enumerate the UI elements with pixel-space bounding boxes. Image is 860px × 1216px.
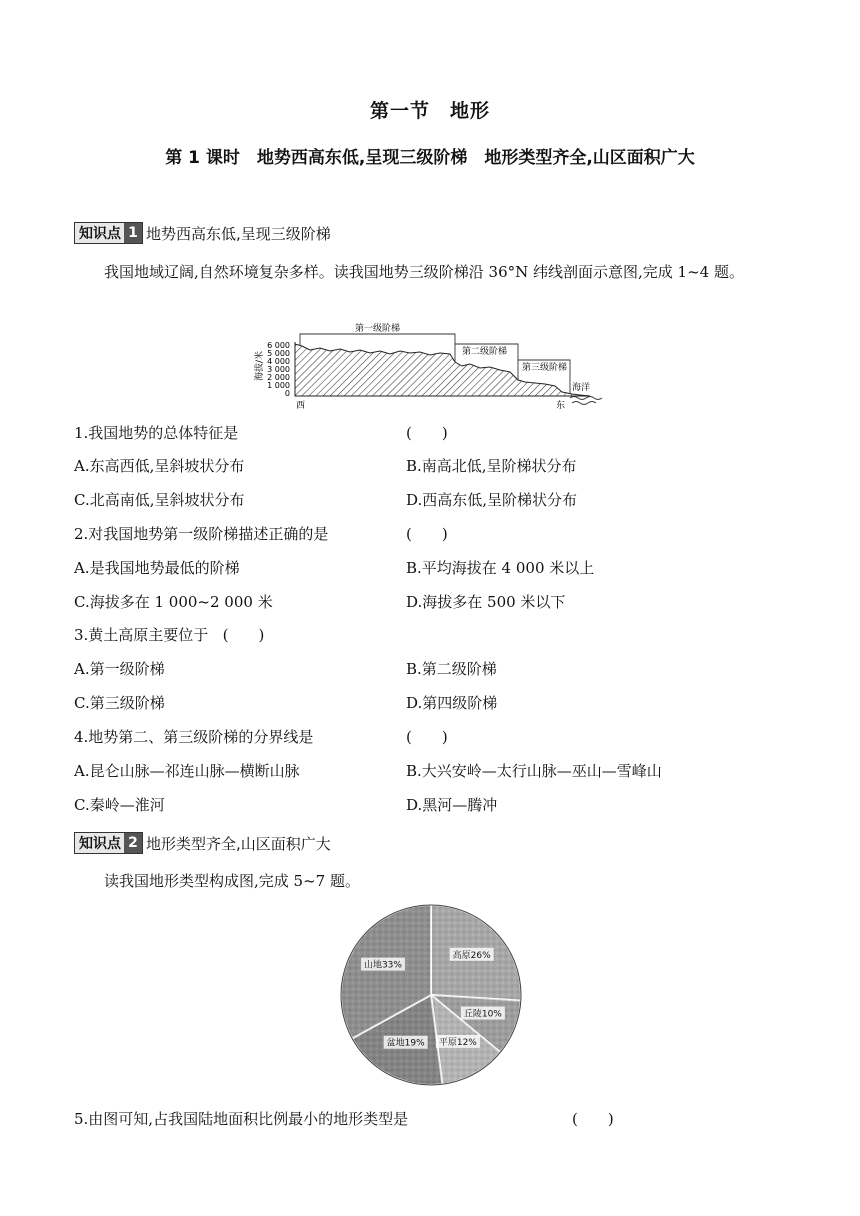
option-4b: B.大兴安岭—太行山脉—巫山—雪峰山 (406, 762, 662, 780)
ytick: 3 000 (267, 365, 290, 374)
knowledge-point-badge (74, 222, 143, 244)
option-3d: D.第四级阶梯 (406, 694, 498, 712)
option-4a: A.昆仑山脉—祁连山脉—横断山脉 (74, 762, 300, 780)
badge-label: 知识点 (79, 836, 121, 852)
east-label: 东 (556, 401, 566, 411)
answer-blank-4[interactable]: ( ) (406, 728, 448, 746)
ytick: 2 000 (267, 373, 290, 382)
ytick: 1 000 (267, 381, 290, 390)
step-label-2: 第二级阶梯 (462, 347, 508, 357)
knowledge-point-1 (74, 222, 331, 244)
option-1d: D.西高东低,呈阶梯状分布 (406, 491, 578, 509)
ytick: 5 000 (267, 349, 290, 358)
option-2a: A.是我国地势最低的阶梯 (74, 559, 240, 577)
landform-pie-chart (336, 900, 526, 1090)
answer-blank-5[interactable]: ( ) (572, 1110, 614, 1128)
option-2d: D.海拔多在 500 米以下 (406, 593, 566, 611)
option-1b: B.南高北低,呈阶梯状分布 (406, 457, 577, 475)
option-2c: C.海拔多在 1 000~2 000 米 (74, 593, 273, 611)
pie-label: 丘陵10% (463, 1009, 502, 1020)
lesson-subtitle: 第 1 课时 地势西高东低,呈现三级阶梯 地形类型齐全,山区面积广大 (165, 148, 695, 168)
page-title: 第一节 地形 (369, 100, 490, 122)
pie-label: 高原26% (452, 950, 491, 961)
option-4d: D.黑河—腾冲 (406, 796, 498, 814)
intro-paragraph-2: 读我国地形类型构成图,完成 5~7 题。 (104, 872, 360, 890)
question-3 (74, 624, 264, 645)
knowledge-point-title: 地势西高东低,呈现三级阶梯 (146, 224, 331, 243)
terrain-profile-figure (250, 320, 620, 412)
step-label-3: 第三级阶梯 (522, 363, 568, 373)
pie-label: 平原12% (438, 1037, 477, 1048)
option-3c: C.第三级阶梯 (74, 694, 165, 712)
ytick: 6 000 (267, 341, 290, 350)
sea-label: 海洋 (572, 383, 591, 393)
sea-waves (570, 397, 602, 405)
option-3b: B.第二级阶梯 (406, 660, 497, 678)
knowledge-point-badge (74, 832, 143, 854)
question-5: 5.由图可知,占我国陆地面积比例最小的地形类型是 (74, 1110, 409, 1128)
badge-number: 1 (124, 223, 142, 243)
badge-label: 知识点 (79, 226, 121, 242)
pie-label: 山地33% (363, 960, 402, 971)
answer-blank-3[interactable]: ( ) (222, 626, 265, 644)
answer-blank-2[interactable]: ( ) (406, 525, 448, 543)
option-4c: C.秦岭—淮河 (74, 796, 165, 814)
west-label: 西 (296, 401, 306, 411)
profile-ylabel: 海拔/米 (255, 350, 265, 382)
knowledge-point-2 (74, 832, 331, 854)
step-label-1: 第一级阶梯 (355, 324, 401, 334)
pie-label: 盆地19% (386, 1038, 425, 1049)
knowledge-point-title: 地形类型齐全,山区面积广大 (146, 834, 331, 853)
question-1: 1.我国地势的总体特征是 (74, 424, 239, 442)
option-1c: C.北高南低,呈斜坡状分布 (74, 491, 245, 509)
badge-number: 2 (124, 833, 142, 853)
option-2b: B.平均海拔在 4 000 米以上 (406, 559, 595, 577)
option-1a: A.东高西低,呈斜坡状分布 (74, 457, 245, 475)
ytick: 4 000 (267, 357, 290, 366)
question-4: 4.地势第二、第三级阶梯的分界线是 (74, 728, 314, 746)
answer-blank-1[interactable]: ( ) (406, 424, 448, 442)
question-2: 2.对我国地势第一级阶梯描述正确的是 (74, 525, 329, 543)
option-3a: A.第一级阶梯 (74, 660, 165, 678)
intro-paragraph-1: 我国地域辽阔,自然环境复杂多样。读我国地势三级阶梯沿 36°N 纬线剖面示意图,完成 1~4 题。 (104, 263, 744, 281)
ytick: 0 (284, 389, 290, 398)
question-3-stem: 3.黄土高原主要位于 (74, 626, 209, 644)
